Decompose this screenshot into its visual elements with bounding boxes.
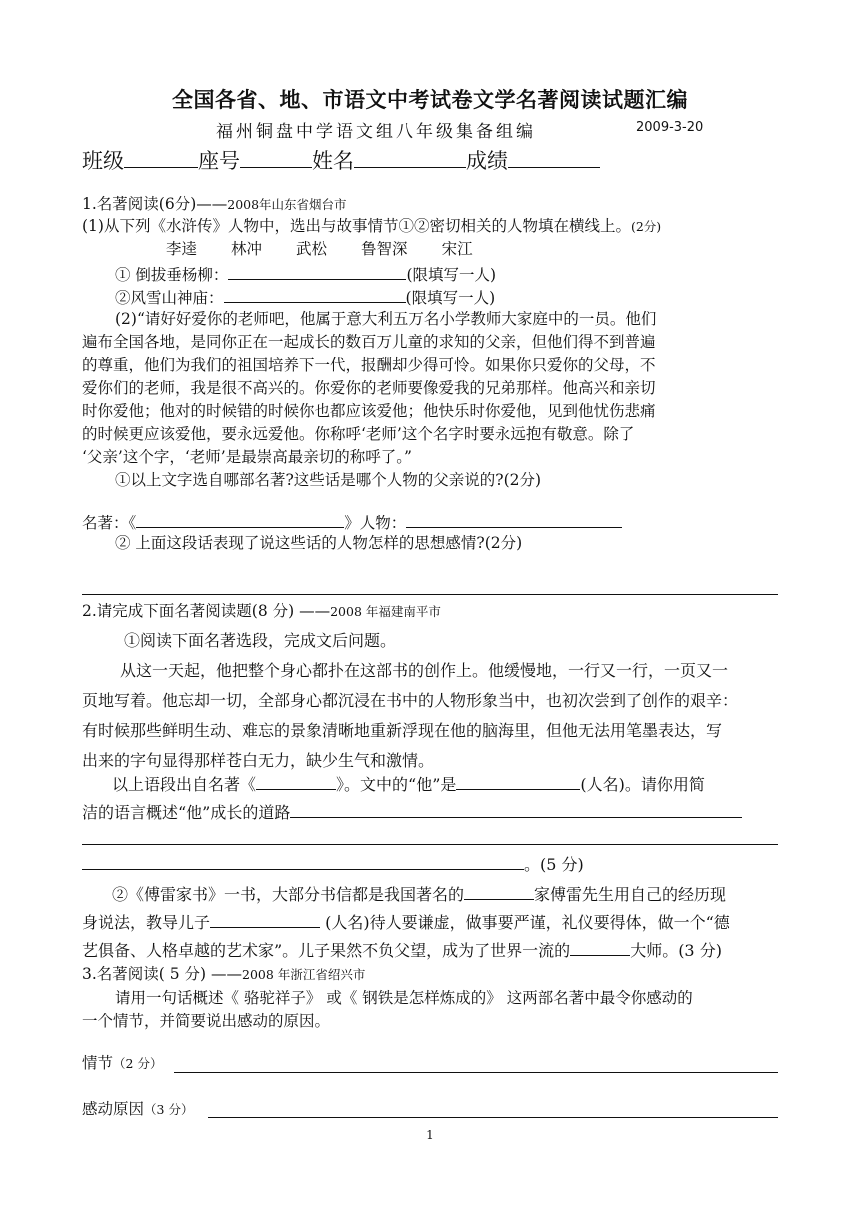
q2-heading: 2.请完成下面名著阅读题(8 分) ——2008 年福建南平市 bbox=[82, 602, 441, 620]
q1-heading: 1.名著阅读(6分)——2008年山东省烟台市 bbox=[82, 195, 347, 213]
character-item: 宋江 bbox=[441, 240, 473, 258]
q2-fu-row1: ②《傅雷家书》一书，大部分书信都是我国著名的 家傅雷先生用自己的经历现 bbox=[112, 880, 726, 910]
q3-reason-row: 感动原因（3 分） bbox=[82, 1100, 194, 1118]
q1-book-row: 名著：《 》人物： bbox=[82, 510, 622, 534]
student-info-row bbox=[82, 145, 600, 175]
q2-answer-line[interactable] bbox=[82, 844, 778, 845]
page-title: 全国各省、地、市语文中考试卷文学名著阅读试题汇编 bbox=[172, 88, 688, 112]
character-item: 李逵 bbox=[166, 240, 198, 258]
q1-sub2: ② 上面这段话表现了说这些话的人物怎样的思想感情?(2分) bbox=[115, 534, 523, 552]
q1-passage-line: 的时候更应该爱他，要永远爱他。你称呼‘老师’这个名字时要永远抱有敬意。除了 bbox=[82, 425, 635, 443]
seat-blank[interactable] bbox=[240, 145, 312, 168]
page-number: 1 bbox=[426, 1128, 434, 1142]
character-item: 鲁智深 bbox=[361, 240, 408, 258]
q1-item1: ① 倒拔垂杨柳： (限填写一人) bbox=[115, 262, 496, 286]
q2-son-blank[interactable] bbox=[210, 910, 320, 928]
q2-passage-line: 从这一天起，他把整个身心都扑在这部书的创作上。他缓慢地，一行又一行，一页又一 bbox=[120, 661, 729, 680]
seat-label: 座号 bbox=[198, 149, 240, 173]
q3-prompt: 一个情节，并简要说出感动的原因。 bbox=[82, 1012, 331, 1030]
q2-ask-row2: 洁的语言概述“他”成长的道路 bbox=[82, 798, 742, 828]
q2-road-blank[interactable] bbox=[290, 800, 742, 818]
q2-book-blank[interactable] bbox=[256, 772, 336, 790]
q1-part1: (1)从下列《水浒传》人物中，选出与故事情节①②密切相关的人物填在横线上。(2分) bbox=[82, 217, 662, 235]
q1-character-list bbox=[166, 238, 473, 260]
character-item: 林冲 bbox=[231, 240, 263, 258]
q2-person-blank[interactable] bbox=[456, 772, 580, 790]
q1-item2: ②风雪山神庙： (限填写一人) bbox=[115, 285, 495, 309]
q1-passage-line: 时你爱他；他对的时候错的时候你也都应该爱他；他快乐时你爱他，见到他忧伤悲痛 bbox=[82, 402, 656, 420]
score-label: 成绩 bbox=[466, 149, 508, 173]
q1-source: 2008年山东省烟台市 bbox=[227, 197, 347, 212]
q1-character-blank[interactable] bbox=[406, 510, 622, 528]
name-label: 姓名 bbox=[312, 149, 354, 173]
q3-source: 2008 年浙江省绍兴市 bbox=[242, 967, 366, 982]
score-blank[interactable] bbox=[508, 145, 600, 168]
q3-reason-line[interactable] bbox=[208, 1117, 778, 1118]
q2-passage-line: 页地写着。他忘却一切，全部身心都沉浸在书中的人物形象当中，也初次尝到了创作的艰辛： bbox=[82, 691, 739, 710]
character-item: 武松 bbox=[296, 240, 328, 258]
q3-plot-row: 情节（2 分） bbox=[82, 1054, 163, 1072]
q2-master-blank[interactable] bbox=[570, 938, 630, 956]
q1-passage-line: 遍布全国各地，是同你正在一起成长的数百万儿童的求知的父亲，但他们得不到普遍 bbox=[82, 333, 656, 351]
q2-fu-row2: 身说法，教导儿子 (人名)待人要谦虚，做事要严谨，礼仪要得体，做一个“德 bbox=[82, 908, 730, 938]
q2-profession-blank[interactable] bbox=[464, 882, 534, 900]
q2-ask-row: 以上语段出自名著《 》。文中的“他”是 (人名)。请你用简 bbox=[112, 770, 705, 800]
q3-plot-line[interactable] bbox=[174, 1072, 778, 1073]
q1-passage-line: ‘父亲’这个字，‘老师’是最崇高最亲切的称呼了。” bbox=[82, 448, 412, 466]
q1-item1-blank[interactable] bbox=[228, 262, 406, 280]
name-blank[interactable] bbox=[354, 145, 466, 168]
q1-answer-line[interactable] bbox=[82, 594, 778, 595]
q2-intro: ①阅读下面名著选段，完成文后问题。 bbox=[124, 631, 397, 650]
q1-passage-line: 爱你们的老师，我是很不高兴的。你爱你的老师要像爱我的兄弟那样。他高兴和亲切 bbox=[82, 379, 656, 397]
q1-book-blank[interactable] bbox=[136, 510, 344, 528]
q1-passage-line: 的尊重，他们为我们的祖国培养下一代，报酬却少得可怜。如果你只爱你的父母，不 bbox=[82, 356, 656, 374]
q2-passage-line: 出来的字句显得那样苍白无力，缺少生气和激情。 bbox=[82, 751, 435, 770]
q2-road-blank-2[interactable] bbox=[82, 852, 524, 870]
q1-passage-line: (2)“请好好爱你的老师吧，他属于意大利五万名小学教师大家庭中的一员。他们 bbox=[115, 310, 657, 328]
q2-source: 2008 年福建南平市 bbox=[330, 604, 441, 619]
page-subtitle: 福州铜盘中学语文组八年级集备组编 bbox=[216, 122, 536, 142]
q1-sub1: ①以上文字选自哪部名著?这些话是哪个人物的父亲说的?(2分) bbox=[115, 471, 542, 489]
q2-passage-line: 有时候那些鲜明生动、难忘的景象清晰地重新浮现在他的脑海里，但他无法用笔墨表达，写 bbox=[82, 721, 723, 740]
q3-prompt: 请用一句话概述《 骆驼祥子》 或《 钢铁是怎样炼成的》 这两部名著中最令你感动的 bbox=[115, 989, 693, 1007]
class-label: 班级 bbox=[82, 149, 124, 173]
q3-heading: 3.名著阅读( 5 分) ——2008 年浙江省绍兴市 bbox=[82, 965, 366, 983]
class-blank[interactable] bbox=[124, 145, 198, 168]
q2-ask-row3: 。(5 分) bbox=[82, 850, 584, 880]
q1-item2-blank[interactable] bbox=[224, 285, 406, 303]
q2-fu-row3: 艺俱备、人格卓越的艺术家”。儿子果然不负父望，成为了世界一流的 大师。(3 分) bbox=[82, 936, 722, 966]
page-date: 2009-3-20 bbox=[636, 120, 704, 135]
